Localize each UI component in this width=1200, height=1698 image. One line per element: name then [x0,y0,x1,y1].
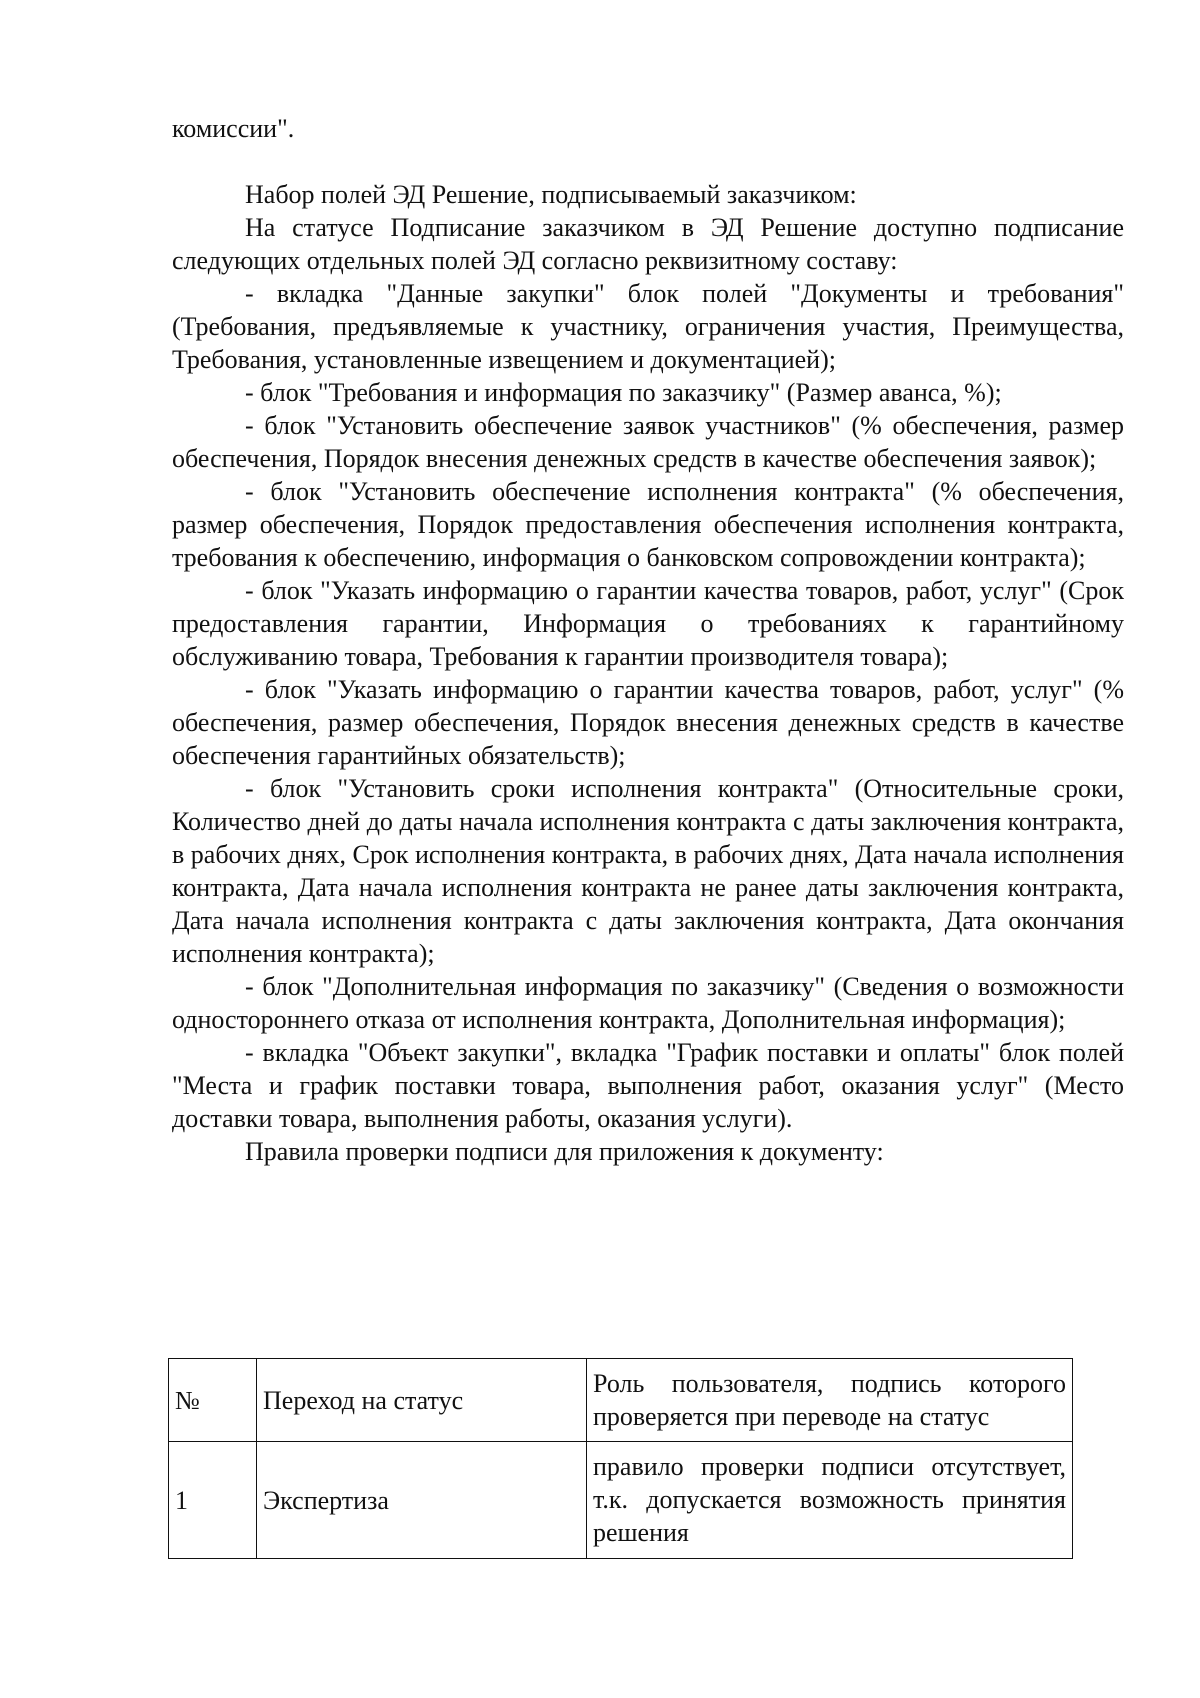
list-item: - блок "Указать информацию о гарантии качества товаров, работ, услуг" (% обеспечения, размер обеспечения, Порядок внесения денежных средств в качестве обеспечения гарантийных обязательств); [172,675,1124,770]
table-row [169,1442,1073,1559]
table-header-row [169,1359,1073,1442]
list-item: - блок "Дополнительная информация по заказчику" (Сведения о возможности одностороннего отказа от исполнения контракта, Дополнительная информация); [172,972,1124,1034]
signature-rules-table [168,1358,1073,1559]
list-item: - блок "Установить обеспечение заявок участников" (% обеспечения, размер обеспечения, Порядок внесения денежных средств в качестве обеспечения заявок); [172,411,1124,473]
row-role-text: правило проверки подписи отсутствует, т.к. допускается возможность принятия решения [593,1452,1066,1547]
list-item: - блок "Установить обеспечение исполнения контракта" (% обеспечения, размер обеспечения, Порядок предоставления обеспечения исполнения контракта, требования к обеспечению, информация о банковском сопровождении контракта); [172,477,1124,572]
list-item: - блок "Указать информацию о гарантии качества товаров, работ, услуг" (Срок предоставления гарантии, Информация о требованиях к гарантийному обслуживанию товара, Требования к гарантии производителя товара); [172,576,1124,671]
list-item: - вкладка "Объект закупки", вкладка "График поставки и оплаты" блок полей "Места и график поставки товара, выполнения работ, оказания услуг" (Место доставки товара, выполнения работы, оказания услуги). [172,1038,1124,1133]
header-user-role: Роль пользователя, подпись которого проверяется при переводе на статус [587,1359,1073,1442]
row-number: 1 [169,1442,257,1559]
list-item: - блок "Требования и информация по заказчику" (Размер аванса, %); [245,378,1002,407]
header-number: № [169,1359,257,1442]
rules-heading: Правила проверки подписи для приложения к документу: [245,1137,884,1166]
document-body [172,112,1124,1168]
row-role [587,1442,1073,1559]
header-status-transition: Переход на статус [257,1359,587,1442]
list-item: - вкладка "Данные закупки" блок полей "Документы и требования" (Требования, предъявляемые к участнику, ограничения участия, Преимущества, Требования, установленные извещением и документацией); [172,279,1124,374]
intro-paragraph: На статусе Подписание заказчиком в ЭД Решение доступно подписание следующих отдельных полей ЭД согласно реквизитному составу: [172,213,1124,275]
list-item: - блок "Установить сроки исполнения контракта" (Относительные сроки, Количество дней до даты начала исполнения контракта с даты заключения контракта, в рабочих днях, Срок исполнения контракта, в рабочих днях, Дата начала исполнения контракта, Дата начала исполнения контракта не ранее даты заключения контракта, Дата начала исполнения контракта с даты заключения контракта, Дата окончания исполнения контракта); [172,774,1124,968]
paragraph-gap [172,145,1124,178]
continuation-text: комиссии". [172,114,295,143]
row-status: Экспертиза [257,1442,587,1559]
section-heading: Набор полей ЭД Решение, подписываемый заказчиком: [245,180,857,209]
